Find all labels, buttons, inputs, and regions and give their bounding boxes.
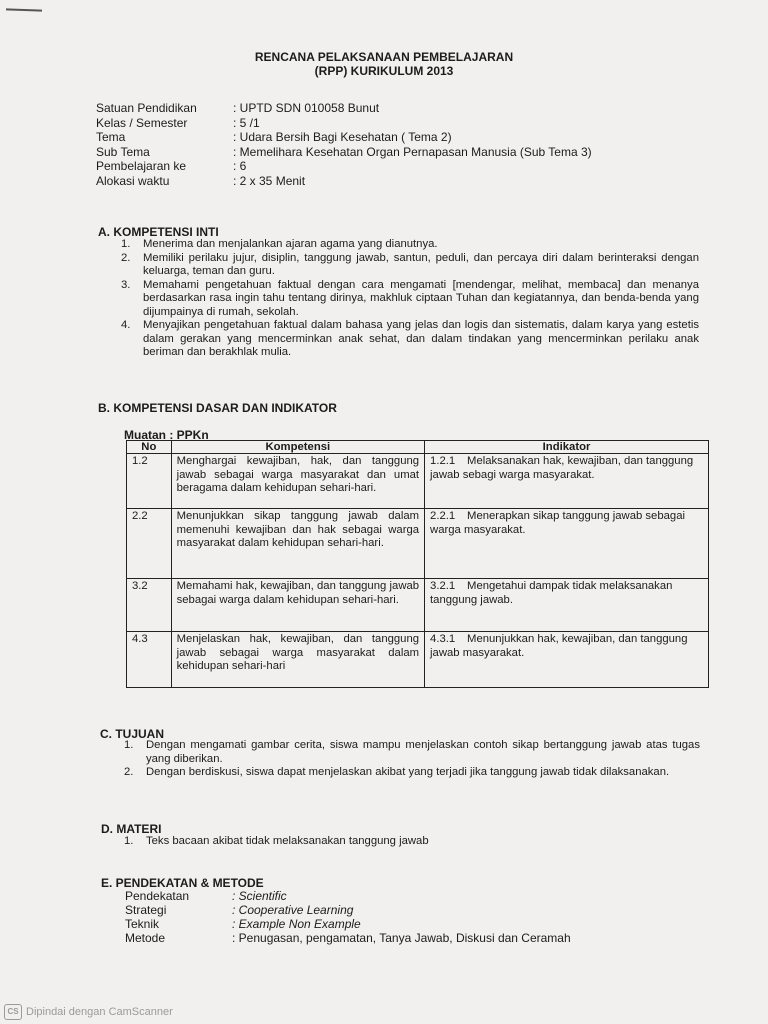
identity-row (96, 101, 592, 116)
list-text: Teks bacaan akibat tidak melaksanakan tanggung jawab (146, 835, 429, 847)
list-item (124, 739, 700, 766)
identity-label: Satuan Pendidikan (96, 101, 197, 115)
cell-indikator (425, 509, 709, 579)
list-text: Menyajikan pengetahuan faktual dalam bahasa yang jelas dan logis dan sistematis, dalam karya yang estetis dalam gerakan yang mencerminkan anak sehat, dan dalam tindakan yang mencerminkan perilaku anak beriman dan berakhlak mulia. (143, 319, 699, 358)
identity-value: : Udara Bersih Bagi Kesehatan ( Tema 2) (233, 130, 452, 144)
materi-list (124, 835, 684, 849)
metode-row (125, 889, 571, 903)
identity-block (96, 101, 592, 188)
indikator-text: Menunjukkan hak, kewajiban, dan tanggung jawab masyarakat. (430, 633, 688, 659)
list-number: 2. (121, 251, 131, 264)
metode-value: : Penugasan, pengamatan, Tanya Jawab, Diskusi dan Ceramah (232, 931, 571, 945)
column-header-indikator: Indikator (425, 441, 709, 454)
identity-value: : UPTD SDN 010058 Bunut (233, 101, 380, 115)
list-number: 1. (124, 835, 134, 847)
identity-value: : 2 x 35 Menit (233, 173, 306, 188)
cell-indikator (425, 454, 709, 509)
list-item (121, 238, 699, 252)
cell-no: 3.2 (127, 579, 172, 632)
pen-mark (6, 8, 42, 11)
cell-kompetensi: Menjelaskan hak, kewajiban, dan tanggung jawab sebagai warga masyarakat dalam kehidupan sehari-hari (171, 632, 424, 688)
table-row (127, 454, 709, 509)
table-row (127, 632, 709, 688)
list-number: 3. (121, 278, 131, 291)
identity-row (96, 130, 592, 145)
indikator-text: Menerapkan sikap tanggung jawab sebagai warga masyarakat. (430, 510, 685, 536)
identity-value: : 5 /1 (233, 115, 260, 130)
metode-value: : Scientific (232, 889, 287, 903)
cell-indikator (425, 579, 709, 632)
list-number: 4. (121, 319, 131, 331)
kompetensi-inti-list (121, 238, 699, 360)
cell-no: 4.3 (127, 632, 172, 688)
list-text: Dengan berdiskusi, siswa dapat menjelaskan akibat yang terjadi jika tanggung jawab tidak dilaksanakan. (146, 766, 670, 778)
indikator-text: Mengetahui dampak tidak melaksanakan tanggung jawab. (430, 580, 673, 606)
identity-label: Pembelajaran ke (96, 159, 187, 173)
watermark-text: Dipindai dengan CamScanner (26, 1006, 173, 1018)
identity-row (96, 159, 592, 174)
metode-row (125, 903, 571, 917)
list-item (121, 319, 699, 360)
scanner-watermark (4, 1004, 173, 1020)
list-text: Menerima dan menjalankan ajaran agama yang dianutnya. (143, 238, 438, 250)
indikator-number: 3.2.1 (430, 580, 456, 592)
identity-row (96, 145, 592, 160)
identity-label: Kelas / Semester (96, 115, 188, 130)
metode-row (125, 931, 571, 945)
list-number: 2. (124, 766, 134, 778)
column-header-no: No (127, 441, 172, 454)
indikator-text: Melaksanakan hak, kewajiban, dan tanggung jawab sebagi warga masyarakat. (430, 455, 694, 481)
list-item (124, 835, 684, 849)
list-text: Dengan mengamati gambar cerita, siswa mampu menjelaskan contoh sikap bertanggung jawab atas tugas yang diberikan. (146, 739, 700, 765)
cell-kompetensi: Menunjukkan sikap tanggung jawab dalam memenuhi kewajiban dan hak sebagai warga masyarakat dalam kehidupan sehari-hari. (171, 509, 424, 579)
pendekatan-metode-block (125, 889, 571, 945)
indikator-number: 2.2.1 (430, 510, 456, 522)
cell-kompetensi: Memahami hak, kewajiban, dan tanggung jawab sebagai warga dalam kehidupan sehari-hari. (171, 579, 424, 632)
section-d-heading: D. MATERI (101, 822, 162, 836)
identity-row (96, 174, 592, 189)
identity-value: : Memelihara Kesehatan Organ Pernapasan Manusia (Sub Tema 3) (233, 144, 592, 159)
identity-row (96, 116, 592, 131)
identity-label: Sub Tema (96, 144, 150, 159)
identity-label: Tema (96, 130, 126, 144)
section-c-heading: C. TUJUAN (100, 727, 165, 741)
metode-label: Strategi (125, 903, 167, 917)
cell-kompetensi: Menghargai kewajiban, hak, dan tanggung jawab sebagai warga masyarakat dan umat beragama dalam kehidupan sehari-hari. (171, 454, 424, 509)
list-item (124, 766, 700, 780)
cell-no: 1.2 (127, 454, 172, 509)
metode-label: Pendekatan (125, 889, 190, 903)
tujuan-list (124, 739, 700, 780)
table-header-row (127, 441, 709, 454)
table-row (127, 509, 709, 579)
list-number: 1. (121, 238, 131, 250)
section-e-heading: E. PENDEKATAN & METODE (101, 876, 264, 890)
section-b-heading: B. KOMPETENSI DASAR DAN INDIKATOR (98, 401, 337, 415)
list-text: Memiliki perilaku jujur, disiplin, tanggung jawab, santun, peduli, dan percaya diri dalam berinteraksi dengan keluarga, teman dan guru. (143, 251, 699, 277)
kompetensi-dasar-table (126, 440, 709, 688)
indikator-number: 1.2.1 (430, 455, 456, 467)
document-title: RENCANA PELAKSANAAN PEMBELAJARAN (254, 50, 514, 64)
metode-value: : Cooperative Learning (232, 903, 354, 917)
section-a-heading: A. KOMPETENSI INTI (98, 225, 219, 239)
metode-value: : Example Non Example (232, 917, 361, 931)
cell-indikator (425, 632, 709, 688)
indikator-number: 4.3.1 (430, 633, 456, 645)
identity-label: Alokasi waktu (96, 173, 170, 188)
metode-label: Teknik (125, 917, 160, 931)
identity-value: : 6 (233, 159, 247, 173)
camscanner-icon: CS (4, 1004, 22, 1020)
list-text: Memahami pengetahuan faktual dengan cara mengamati [mendengar, melihat, membaca] dan menanya berdasarkan rasa ingin tahu tentang dirinya, makhluk ciptaan Tuhan dan kegiatannya, dan benda-benda yang dijumpainya di rumah, sekolah. (143, 278, 699, 318)
column-header-kompetensi: Kompetensi (171, 441, 424, 454)
list-item (121, 279, 699, 320)
muatan-label: Muatan : PPKn (124, 428, 209, 442)
metode-row (125, 917, 571, 931)
list-number: 1. (124, 739, 134, 751)
cell-no: 2.2 (127, 509, 172, 579)
metode-label: Metode (125, 931, 166, 945)
document-subtitle: (RPP) KURIKULUM 2013 (314, 64, 454, 78)
list-item (121, 252, 699, 279)
table-row (127, 579, 709, 632)
